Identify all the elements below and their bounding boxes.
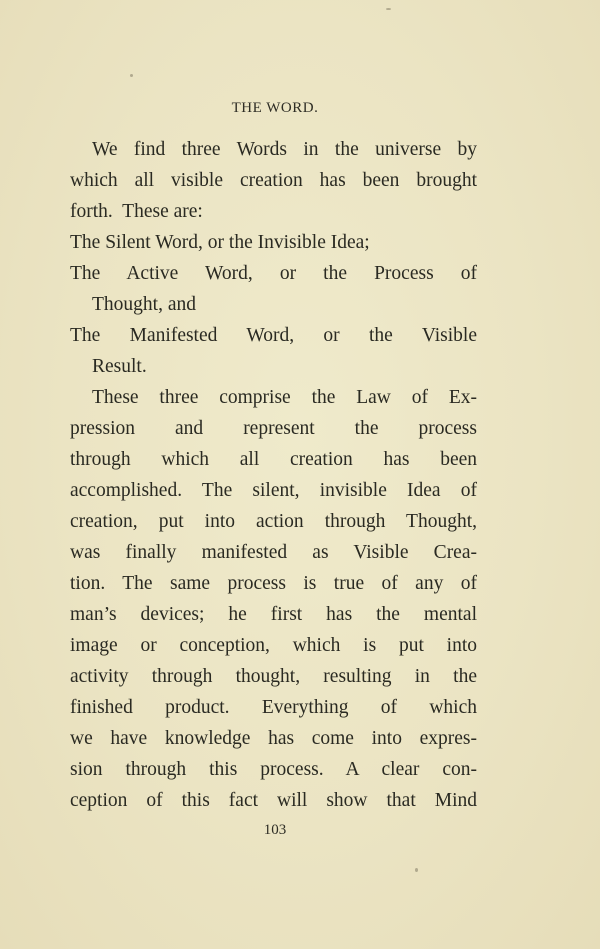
text-line: was finally manifested as Visible Crea- bbox=[70, 542, 477, 563]
text-line: tion. The same process is true of any of bbox=[70, 573, 477, 594]
text-line: man’s devices; he first has the mental bbox=[70, 604, 477, 625]
page-number: 103 bbox=[263, 822, 287, 838]
text-line: forth. These are: bbox=[70, 201, 203, 222]
paper-speck bbox=[415, 868, 418, 872]
body-text bbox=[70, 134, 477, 816]
text-line: image or conception, which is put into bbox=[70, 635, 477, 656]
text-line: sion through this process. A clear con- bbox=[70, 759, 477, 780]
text-line: These three comprise the Law of Ex- bbox=[92, 387, 477, 408]
text-line: ception of this fact will show that Mind bbox=[70, 790, 477, 811]
text-line: we have knowledge has come into expres- bbox=[70, 728, 477, 749]
running-head: THE WORD. bbox=[231, 100, 319, 116]
text-line: We find three Words in the universe by bbox=[92, 139, 477, 160]
text-line: finished product. Everything of which bbox=[70, 697, 477, 718]
paper-speck bbox=[130, 74, 133, 77]
list-item-continuation: Thought, and bbox=[92, 294, 196, 315]
text-line: creation, put into action through Thought, bbox=[70, 511, 477, 532]
list-item: The Silent Word, or the Invisible Idea; bbox=[70, 232, 370, 253]
text-line: accomplished. The silent, invisible Idea of bbox=[70, 480, 477, 501]
text-line: pression and represent the process bbox=[70, 418, 477, 439]
list-item-continuation: Result. bbox=[92, 356, 147, 377]
text-line: through which all creation has been bbox=[70, 449, 477, 470]
list-item: The Manifested Word, or the Visible bbox=[70, 325, 477, 346]
paper-speck bbox=[386, 8, 391, 10]
text-line: which all visible creation has been brought bbox=[70, 170, 477, 191]
text-line: activity through thought, resulting in the bbox=[70, 666, 477, 687]
list-item: The Active Word, or the Process of bbox=[70, 263, 477, 284]
